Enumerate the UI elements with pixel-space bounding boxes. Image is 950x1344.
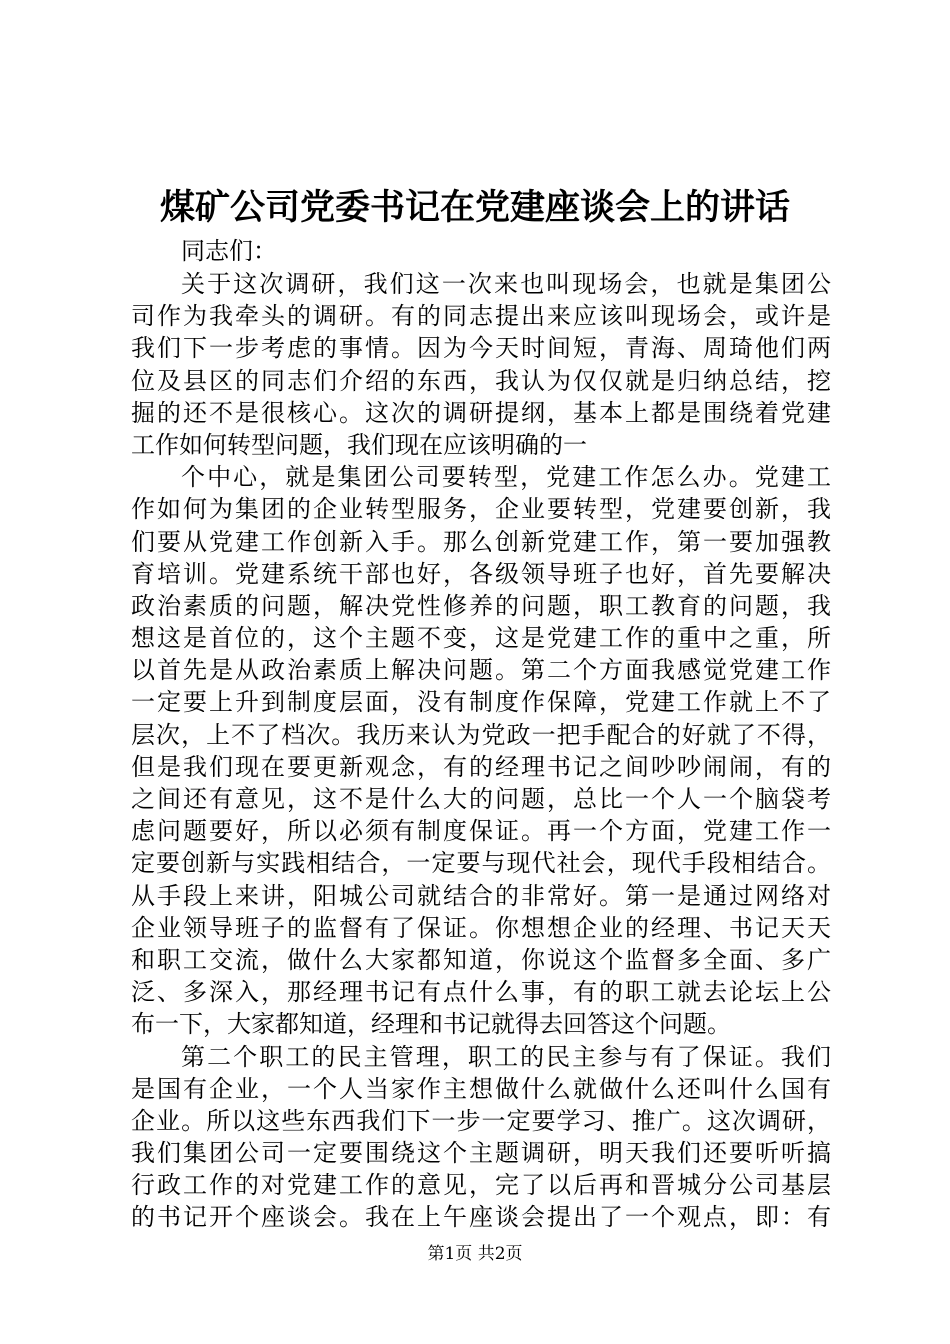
text-line: 我们下一步考虑的事情。因为今天时间短，青海、周琦他们两 xyxy=(131,334,831,363)
text-line: 但是我们现在要更新观念，有的经理书记之间吵吵闹闹，有的 xyxy=(131,752,831,781)
text-line: 育培训。党建系统干部也好，各级领导班子也好，首先要解决 xyxy=(131,559,831,588)
text-line: 第二个职工的民主管理，职工的民主参与有了保证。我们 xyxy=(181,1042,831,1071)
text-line: 企业。所以这些东西我们下一步一定要学习、推广。这次调研， xyxy=(131,1106,831,1135)
text-line: 的书记开个座谈会。我在上午座谈会提出了一个观点，即：有 xyxy=(131,1203,831,1232)
text-line: 政治素质的问题，解决党性修养的问题，职工教育的问题，我 xyxy=(131,591,831,620)
text-line: 虑问题要好，所以必须有制度保证。再一个方面，党建工作一 xyxy=(131,817,831,846)
salutation: 同志们： xyxy=(181,237,277,265)
text-line: 之间还有意见，这不是什么大的问题，总比一个人一个脑袋考 xyxy=(131,785,831,813)
page-footer: 第1页 共2页 xyxy=(427,1244,523,1264)
text-line: 想这是首位的，这个主题不变，这是党建工作的重中之重，所 xyxy=(131,624,831,653)
text-line: 是国有企业，一个人当家作主想做什么就做什么还叫什么国有 xyxy=(131,1074,831,1103)
text-line: 我们集团公司一定要围绕这个主题调研，明天我们还要听听搞 xyxy=(131,1139,831,1168)
text-line: 作如何为集团的企业转型服务，企业要转型，党建要创新，我 xyxy=(131,495,831,524)
text-line: 关于这次调研，我们这一次来也叫现场会，也就是集团公 xyxy=(181,270,831,298)
document-body xyxy=(131,268,831,1234)
text-line: 布一下，大家都知道，经理和书记就得去回答这个问题。 xyxy=(131,1010,731,1039)
text-line: 泛、多深入，那经理书记有点什么事，有的职工就去论坛上公 xyxy=(131,978,831,1007)
text-line: 和职工交流，做什么大家都知道，你说这个监督多全面、多广 xyxy=(131,945,831,974)
text-line: 工作如何转型问题，我们现在应该明确的一 xyxy=(131,430,587,459)
text-line: 以首先是从政治素质上解决问题。第二个方面我感觉党建工作 xyxy=(131,656,831,685)
text-line: 掘的还不是很核心。这次的调研提纲，基本上都是围绕着党建 xyxy=(131,398,831,427)
text-line: 位及县区的同志们介绍的东西，我认为仅仅就是归纳总结，挖 xyxy=(131,366,831,395)
text-line: 层次，上不了档次。我历来认为党政一把手配合的好就了不得， xyxy=(131,720,831,749)
document-title: 煤矿公司党委书记在党建座谈会上的讲话 xyxy=(159,187,790,228)
text-line: 个中心，就是集团公司要转型，党建工作怎么办。党建工 xyxy=(181,463,831,492)
text-line: 行政工作的对党建工作的意见，完了以后再和晋城分公司基层 xyxy=(131,1171,831,1200)
text-line: 们要从党建工作创新入手。那么创新党建工作，第一要加强教 xyxy=(131,527,831,556)
text-line: 定要创新与实践相结合，一定要与现代社会，现代手段相结合。 xyxy=(131,849,831,878)
text-line: 从手段上来讲，阳城公司就结合的非常好。第一是通过网络对 xyxy=(131,881,831,910)
text-line: 司作为我牵头的调研。有的同志提出来应该叫现场会，或许是 xyxy=(131,302,831,331)
text-line: 一定要上升到制度层面，没有制度作保障，党建工作就上不了 xyxy=(131,688,831,717)
text-line: 企业领导班子的监督有了保证。你想想企业的经理、书记天天 xyxy=(131,913,831,942)
